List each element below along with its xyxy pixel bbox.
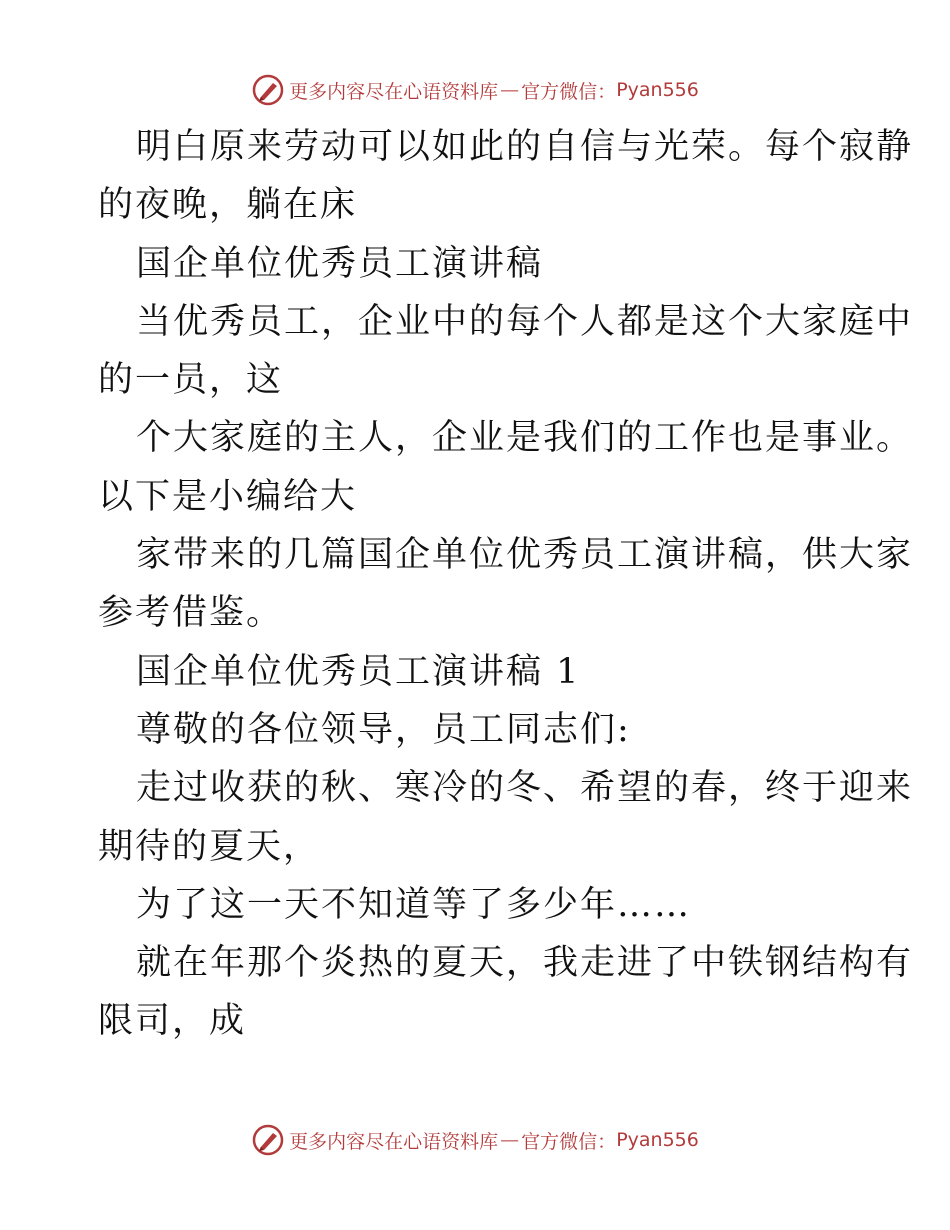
pen-logo-icon	[251, 1123, 285, 1157]
text-line: 个大家庭的主人，企业是我们的工作也是事业。	[136, 418, 914, 459]
footer-watermark	[0, 1120, 950, 1160]
text-line: 为了这一天不知道等了多少年……	[136, 884, 692, 925]
watermark-wechat-id: Pyan556	[616, 1129, 699, 1151]
watermark-text: 更多内容尽在心语资料库	[289, 80, 499, 103]
watermark-dash: —	[500, 79, 520, 101]
header-watermark	[0, 70, 950, 110]
text-line: 走过收获的秋、寒冷的冬、希望的春，终于迎来	[136, 768, 914, 809]
watermark-wechat-label: 官方微信：	[521, 80, 617, 103]
text-line: 尊敬的各位领导，员工同志们:	[136, 709, 631, 750]
text-line: 参考借鉴。	[98, 593, 284, 634]
text-line: 当优秀员工，企业中的每个人都是这个大家庭中	[136, 301, 914, 342]
text-line: 明白原来劳动可以如此的自信与光荣。每个寂静	[136, 127, 914, 167]
text-line: 就在年那个炎热的夏天，我走进了中铁钢结构有	[136, 943, 914, 984]
section-heading: 国企单位优秀员工演讲稿	[136, 243, 544, 284]
watermark-wechat-label: 官方微信：	[521, 1130, 617, 1153]
watermark-text: 更多内容尽在心语资料库	[289, 1130, 499, 1153]
pen-logo-icon	[251, 73, 285, 107]
watermark-dash: —	[500, 1129, 520, 1151]
text-line: 限司，成	[98, 1001, 247, 1042]
text-line: 的夜晚，躺在床	[98, 185, 358, 226]
text-line: 家带来的几篇国企单位优秀员工演讲稿，供大家	[136, 535, 914, 576]
text-line: 期待的夏天，	[98, 826, 321, 867]
section-heading: 国企单位优秀员工演讲稿 1	[136, 651, 581, 692]
watermark-wechat-id: Pyan556	[616, 79, 699, 101]
text-line: 以下是小编给大	[98, 476, 358, 517]
document-body	[98, 118, 914, 1051]
text-line: 的一员，这	[98, 360, 284, 401]
